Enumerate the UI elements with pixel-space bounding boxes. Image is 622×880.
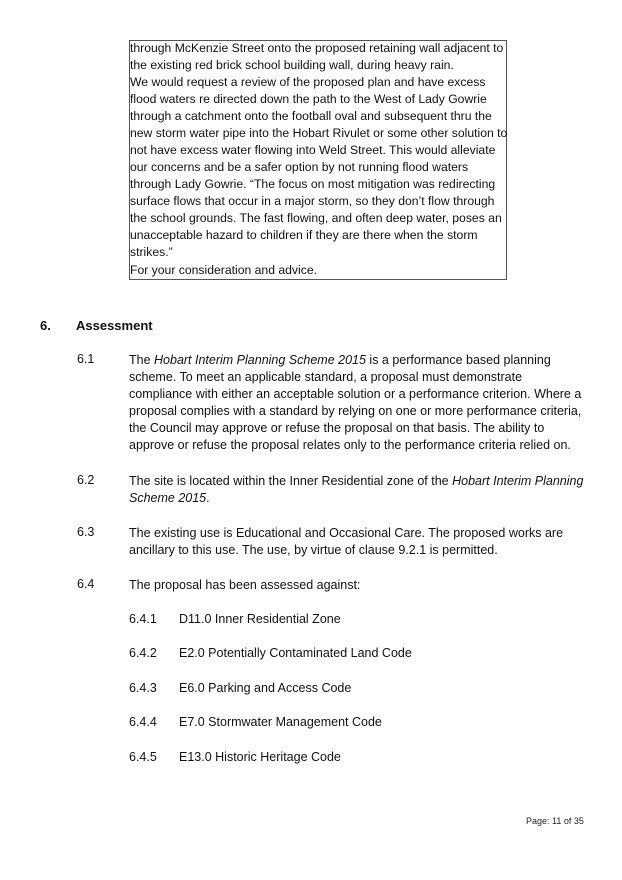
paragraph-line: The proposal has been assessed against: bbox=[129, 578, 361, 592]
quote-line: flood waters re directed down the path to the West of Lady Gowrie bbox=[130, 92, 487, 106]
subitem-text: E6.0 Parking and Access Code bbox=[179, 681, 352, 695]
paragraph-line: compliance with either an acceptable solution or a performance criterion. Where a bbox=[129, 387, 582, 401]
paragraph-number: 6.4 bbox=[77, 577, 95, 591]
subitem-number: 6.4.4 bbox=[129, 715, 157, 729]
quote-line: For your consideration and advice. bbox=[130, 263, 317, 277]
paragraph-line: ancillary to this use. The use, by virtue of clause 9.2.1 is permitted. bbox=[129, 543, 498, 557]
quote-line: unacceptable hazard to children if they are there when the storm bbox=[130, 228, 478, 242]
paragraph-number: 6.2 bbox=[77, 473, 95, 487]
paragraph-line: proposal complies with a standard by relying on one or more performance criteria, bbox=[129, 404, 582, 418]
paragraph-line: The site is located within the Inner Residential zone of the Hobart Interim Planning bbox=[129, 474, 584, 488]
quote-line: not have excess water flowing into Weld Street. This would alleviate bbox=[130, 143, 496, 157]
subitem-text: E7.0 Stormwater Management Code bbox=[179, 715, 382, 729]
paragraph-line: Scheme 2015. bbox=[129, 491, 210, 505]
quote-line: our concerns and be a safer option by not running flood waters bbox=[130, 160, 469, 174]
paragraph-line: the Council may approve or refuse the proposal on that basis. The ability to bbox=[129, 421, 545, 435]
page-number: Page: 11 of 35 bbox=[526, 816, 584, 826]
quote-line: through Lady Gowrie. “The focus on most mitigation was redirecting bbox=[130, 177, 496, 191]
paragraph-number: 6.1 bbox=[77, 352, 95, 366]
subitem-number: 6.4.3 bbox=[129, 681, 157, 695]
subitem-text: D11.0 Inner Residential Zone bbox=[179, 612, 341, 626]
quote-line: We would request a review of the proposed plan and have excess bbox=[130, 75, 486, 89]
section-title: Assessment bbox=[76, 318, 153, 333]
subitem-number: 6.4.5 bbox=[129, 750, 157, 764]
quote-line: through a catchment onto the football oval and subsequent thru the bbox=[130, 109, 492, 123]
paragraph-line: approve or refuse the proposal relates only to the performance criteria relied on. bbox=[129, 438, 571, 452]
paragraph-line: scheme. To meet an applicable standard, a proposal must demonstrate bbox=[129, 370, 523, 384]
subitem-text: E2.0 Potentially Contaminated Land Code bbox=[179, 646, 412, 660]
quote-line: surface flows that occur in a major storm, so they don’t flow through bbox=[130, 194, 495, 208]
paragraph-number: 6.3 bbox=[77, 525, 95, 539]
quote-line: through McKenzie Street onto the proposed retaining wall adjacent to bbox=[130, 41, 504, 55]
quote-line: strikes.” bbox=[130, 245, 173, 259]
quote-line: the school grounds. The fast flowing, and often deep water, poses an bbox=[130, 211, 502, 225]
quote-line: the existing red brick school building wall, during heavy rain. bbox=[130, 58, 454, 72]
quote-line: new storm water pipe into the Hobart Rivulet or some other solution to bbox=[130, 126, 508, 140]
subitem-number: 6.4.2 bbox=[129, 646, 157, 660]
paragraph-line: The Hobart Interim Planning Scheme 2015 is a performance based planning bbox=[129, 353, 551, 367]
subitem-number: 6.4.1 bbox=[129, 612, 157, 626]
section-number: 6. bbox=[40, 318, 51, 333]
subitem-text: E13.0 Historic Heritage Code bbox=[179, 750, 341, 764]
paragraph-line: The existing use is Educational and Occasional Care. The proposed works are bbox=[129, 526, 564, 540]
